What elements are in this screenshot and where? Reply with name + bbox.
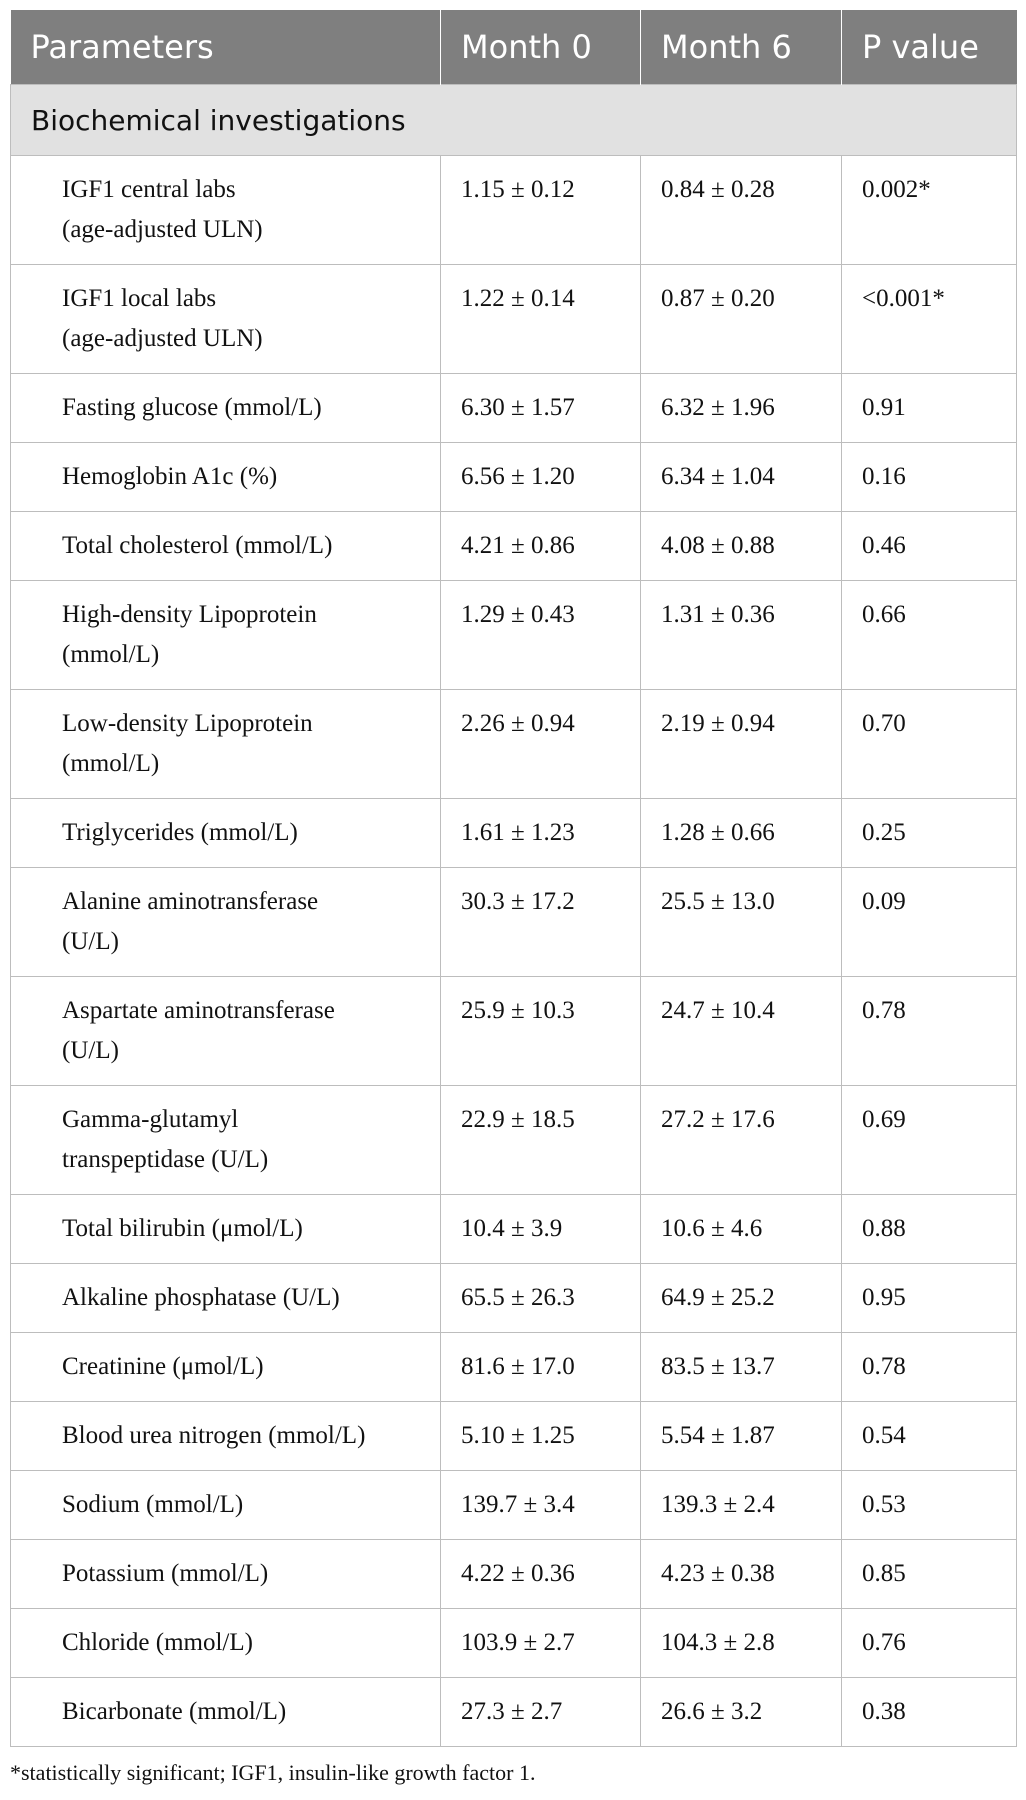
table-row [11, 1471, 1017, 1540]
p-value-cell: 0.54 [842, 1402, 1017, 1471]
section-row [11, 85, 1017, 156]
month-6-cell: 6.34 ± 1.04 [641, 443, 842, 512]
month-6-cell: 1.28 ± 0.66 [641, 799, 842, 868]
p-value-cell: 0.16 [842, 443, 1017, 512]
month-6-cell: 25.5 ± 13.0 [641, 868, 842, 977]
parameter-cell: Bicarbonate (mmol/L) [11, 1678, 441, 1747]
p-value-cell: 0.78 [842, 1333, 1017, 1402]
parameter-cell: Low-density Lipoprotein (mmol/L) [11, 690, 441, 799]
p-value-cell: 0.69 [842, 1086, 1017, 1195]
p-value-cell: 0.76 [842, 1609, 1017, 1678]
parameter-cell: Creatinine (μmol/L) [11, 1333, 441, 1402]
month-6-cell: 139.3 ± 2.4 [641, 1471, 842, 1540]
p-value-cell: 0.09 [842, 868, 1017, 977]
month-0-cell: 65.5 ± 26.3 [441, 1264, 641, 1333]
p-value-cell: 0.38 [842, 1678, 1017, 1747]
header-p-value: P value [842, 10, 1017, 85]
parameter-cell: High-density Lipoprotein (mmol/L) [11, 581, 441, 690]
table-row [11, 581, 1017, 690]
p-value-cell: 0.91 [842, 374, 1017, 443]
month-0-cell: 1.22 ± 0.14 [441, 265, 641, 374]
p-value-cell: 0.78 [842, 977, 1017, 1086]
month-6-cell: 0.84 ± 0.28 [641, 156, 842, 265]
parameter-cell: Chloride (mmol/L) [11, 1609, 441, 1678]
parameter-cell: Aspartate aminotransferase (U/L) [11, 977, 441, 1086]
parameter-cell: Fasting glucose (mmol/L) [11, 374, 441, 443]
p-value-cell: 0.70 [842, 690, 1017, 799]
month-6-cell: 6.32 ± 1.96 [641, 374, 842, 443]
table-row [11, 265, 1017, 374]
month-6-cell: 0.87 ± 0.20 [641, 265, 842, 374]
month-0-cell: 1.61 ± 1.23 [441, 799, 641, 868]
header-month-6: Month 6 [641, 10, 842, 85]
p-value-cell: 0.46 [842, 512, 1017, 581]
parameter-cell: Total bilirubin (μmol/L) [11, 1195, 441, 1264]
p-value-cell: 0.66 [842, 581, 1017, 690]
month-0-cell: 6.30 ± 1.57 [441, 374, 641, 443]
p-value-cell: 0.88 [842, 1195, 1017, 1264]
table-row [11, 1609, 1017, 1678]
month-6-cell: 10.6 ± 4.6 [641, 1195, 842, 1264]
month-0-cell: 5.10 ± 1.25 [441, 1402, 641, 1471]
month-0-cell: 139.7 ± 3.4 [441, 1471, 641, 1540]
p-value-cell: 0.95 [842, 1264, 1017, 1333]
parameter-cell: IGF1 local labs (age-adjusted ULN) [11, 265, 441, 374]
parameter-cell: Sodium (mmol/L) [11, 1471, 441, 1540]
p-value-cell: 0.53 [842, 1471, 1017, 1540]
month-0-cell: 30.3 ± 17.2 [441, 868, 641, 977]
month-6-cell: 27.2 ± 17.6 [641, 1086, 842, 1195]
month-6-cell: 1.31 ± 0.36 [641, 581, 842, 690]
month-6-cell: 26.6 ± 3.2 [641, 1678, 842, 1747]
month-0-cell: 103.9 ± 2.7 [441, 1609, 641, 1678]
parameter-cell: IGF1 central labs (age-adjusted ULN) [11, 156, 441, 265]
month-0-cell: 25.9 ± 10.3 [441, 977, 641, 1086]
table-row [11, 1264, 1017, 1333]
month-0-cell: 4.21 ± 0.86 [441, 512, 641, 581]
parameter-cell: Total cholesterol (mmol/L) [11, 512, 441, 581]
month-0-cell: 6.56 ± 1.20 [441, 443, 641, 512]
p-value-cell: <0.001* [842, 265, 1017, 374]
month-6-cell: 2.19 ± 0.94 [641, 690, 842, 799]
parameter-cell: Alanine aminotransferase (U/L) [11, 868, 441, 977]
footnote: *statistically significant; IGF1, insulin-like growth factor 1. [10, 1760, 536, 1785]
parameter-cell: Gamma-glutamyl transpeptidase (U/L) [11, 1086, 441, 1195]
p-value-cell: 0.002* [842, 156, 1017, 265]
table-row [11, 1333, 1017, 1402]
month-0-cell: 1.15 ± 0.12 [441, 156, 641, 265]
month-0-cell: 2.26 ± 0.94 [441, 690, 641, 799]
month-6-cell: 4.23 ± 0.38 [641, 1540, 842, 1609]
table-row [11, 868, 1017, 977]
p-value-cell: 0.25 [842, 799, 1017, 868]
table-row [11, 156, 1017, 265]
header-month-0: Month 0 [441, 10, 641, 85]
month-0-cell: 81.6 ± 17.0 [441, 1333, 641, 1402]
table-row [11, 1540, 1017, 1609]
month-6-cell: 104.3 ± 2.8 [641, 1609, 842, 1678]
data-table-container [10, 10, 1016, 1747]
table-row [11, 512, 1017, 581]
header-parameters: Parameters [11, 10, 441, 85]
month-0-cell: 27.3 ± 2.7 [441, 1678, 641, 1747]
table-row [11, 799, 1017, 868]
month-0-cell: 22.9 ± 18.5 [441, 1086, 641, 1195]
table-row [11, 443, 1017, 512]
table-row [11, 1402, 1017, 1471]
parameter-cell: Triglycerides (mmol/L) [11, 799, 441, 868]
header-row [11, 10, 1017, 85]
table-row [11, 1086, 1017, 1195]
parameter-cell: Alkaline phosphatase (U/L) [11, 1264, 441, 1333]
table-row [11, 690, 1017, 799]
parameter-cell: Hemoglobin A1c (%) [11, 443, 441, 512]
biochemical-table [10, 10, 1017, 1747]
month-0-cell: 1.29 ± 0.43 [441, 581, 641, 690]
table-row [11, 1195, 1017, 1264]
month-6-cell: 4.08 ± 0.88 [641, 512, 842, 581]
month-0-cell: 10.4 ± 3.9 [441, 1195, 641, 1264]
month-6-cell: 24.7 ± 10.4 [641, 977, 842, 1086]
month-6-cell: 5.54 ± 1.87 [641, 1402, 842, 1471]
p-value-cell: 0.85 [842, 1540, 1017, 1609]
parameter-cell: Blood urea nitrogen (mmol/L) [11, 1402, 441, 1471]
month-6-cell: 83.5 ± 13.7 [641, 1333, 842, 1402]
table-row [11, 977, 1017, 1086]
table-row [11, 1678, 1017, 1747]
section-title: Biochemical investigations [11, 85, 1017, 156]
table-row [11, 374, 1017, 443]
parameter-cell: Potassium (mmol/L) [11, 1540, 441, 1609]
month-0-cell: 4.22 ± 0.36 [441, 1540, 641, 1609]
month-6-cell: 64.9 ± 25.2 [641, 1264, 842, 1333]
